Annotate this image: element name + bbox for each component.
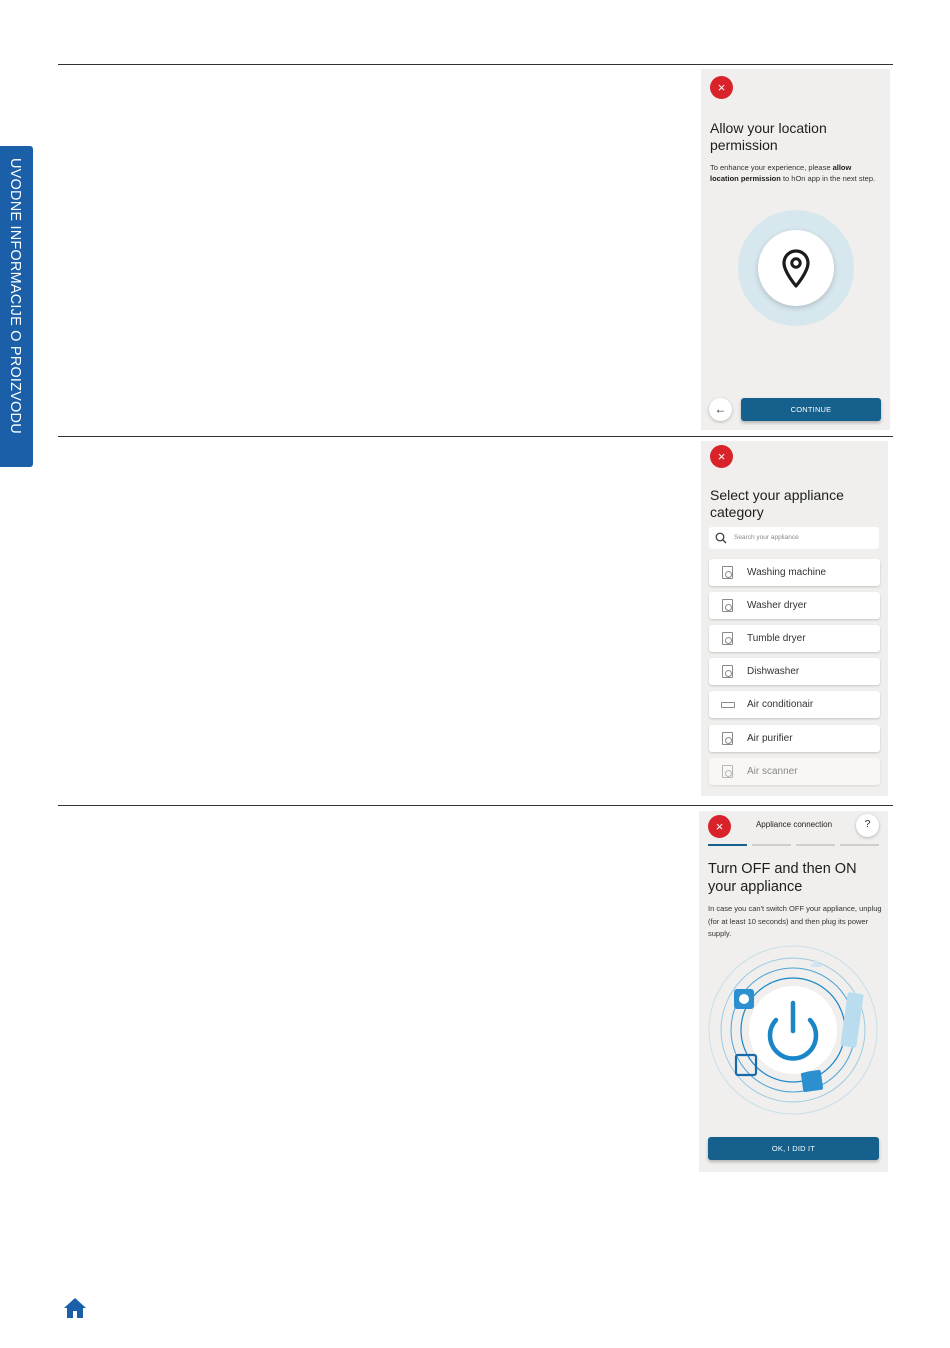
list-item-air-conditioner[interactable]	[709, 691, 880, 718]
location-pin-icon	[779, 248, 813, 288]
list-item-air-scanner[interactable]	[709, 758, 880, 785]
location-title: Allow your location permission	[710, 120, 827, 153]
air-conditioner-icon	[721, 702, 735, 708]
continue-button[interactable]: CONTINUE	[741, 398, 881, 421]
power-appliances-illustration	[706, 943, 881, 1118]
location-badge	[758, 230, 834, 306]
location-description: To enhance your experience, please allow location permission to hOn app in the next step.	[710, 163, 876, 183]
progress-step-4	[840, 844, 879, 846]
help-button[interactable]	[856, 814, 879, 837]
close-icon: ×	[715, 819, 724, 834]
dishwasher-icon	[722, 665, 733, 678]
home-icon[interactable]	[63, 1297, 87, 1319]
search-icon	[715, 532, 727, 544]
connection-title: Turn OFF and then ON your appliance	[708, 861, 857, 895]
progress-step-2	[752, 844, 791, 846]
list-item-dishwasher[interactable]	[709, 658, 880, 685]
divider-top	[58, 64, 893, 65]
screenshot-location-permission	[701, 69, 890, 430]
list-item-label: Tumble dryer	[747, 633, 806, 644]
search-placeholder: Search your appliance	[734, 534, 799, 541]
ok-button[interactable]: OK, I DID IT	[708, 1137, 879, 1160]
close-button[interactable]	[710, 76, 733, 99]
list-item-label: Washer dryer	[747, 600, 807, 611]
progress-step-3	[796, 844, 835, 846]
close-button[interactable]	[708, 815, 731, 838]
divider-middle-1	[58, 436, 893, 437]
air-scanner-icon	[722, 765, 733, 778]
close-icon: ×	[717, 449, 726, 464]
category-title: Select your appliance category	[710, 487, 844, 520]
list-item-air-purifier[interactable]	[709, 725, 880, 752]
list-item-label: Air scanner	[747, 766, 798, 777]
screenshot-appliance-category	[701, 441, 888, 796]
divider-middle-2	[58, 805, 893, 806]
back-button[interactable]	[709, 398, 732, 421]
section-side-tab-label: UVODNE INFORMACIJE O PROIZVODU	[7, 158, 23, 434]
washing-machine-icon	[722, 566, 733, 579]
list-item-washer-dryer[interactable]	[709, 592, 880, 619]
list-item-label: Air purifier	[747, 733, 793, 744]
connection-description: In case you can't switch OFF your appliance, unplug (for at least 10 seconds) and then plug its power supply.	[708, 904, 882, 938]
list-item-washing-machine[interactable]	[709, 559, 880, 586]
close-icon: ×	[717, 80, 726, 95]
washer-dryer-icon	[722, 599, 733, 612]
step-header: Appliance connection	[755, 820, 833, 829]
screenshot-appliance-connection	[699, 811, 888, 1172]
list-item-label: Dishwasher	[747, 666, 800, 677]
air-purifier-icon	[722, 732, 733, 745]
arrow-left-icon: ←	[714, 402, 727, 416]
list-item-label: Air conditionair	[747, 699, 814, 710]
tumble-dryer-icon	[722, 632, 733, 645]
progress-step-1	[708, 844, 747, 846]
close-button[interactable]	[710, 445, 733, 468]
help-icon: ?	[864, 819, 871, 830]
search-input[interactable]	[709, 527, 879, 549]
list-item-tumble-dryer[interactable]	[709, 625, 880, 652]
section-side-tab	[0, 146, 33, 467]
list-item-label: Washing machine	[747, 567, 827, 578]
